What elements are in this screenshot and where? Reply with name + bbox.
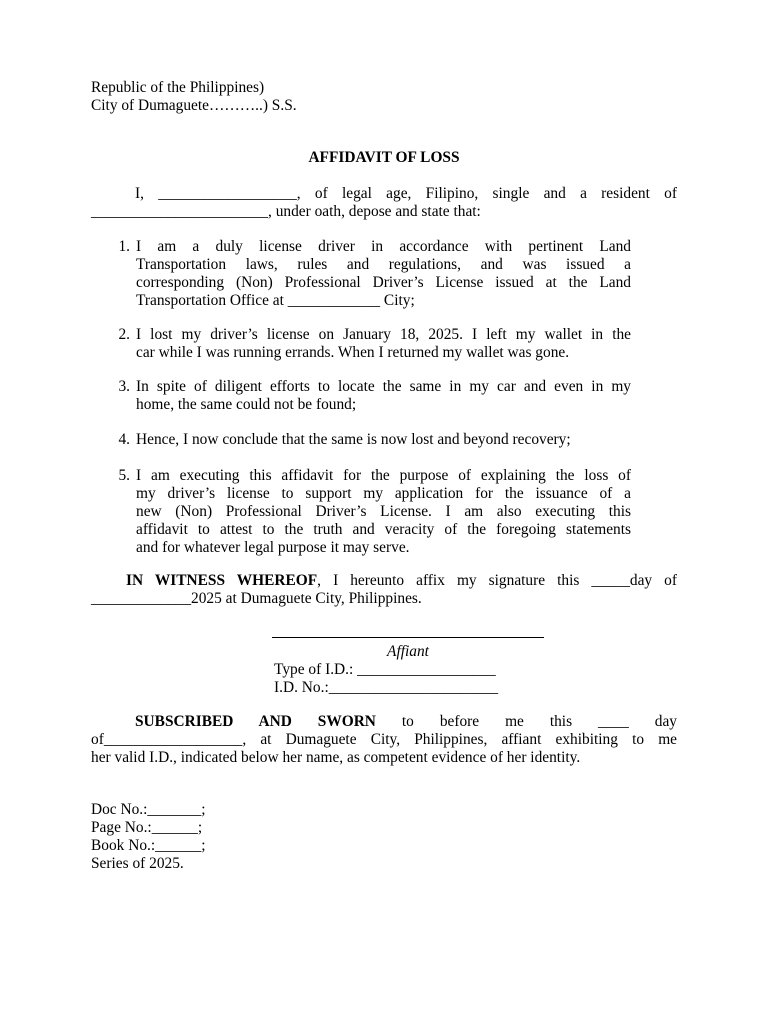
witness-line-1 [91,572,677,590]
item-number: 3. [118,378,130,395]
intro-paragraph [91,185,677,221]
item-line: Transportation Office at ____________ City; [136,292,415,309]
jurat-paragraph [91,713,677,767]
item-line: affidavit to attest to the truth and veracity of the foregoing statements [136,521,631,538]
item-line: car while I was running errands. When I returned my wallet was gone. [136,344,570,361]
series-year: Series of 2025. [91,855,184,872]
item-number: 4. [118,431,130,448]
witness-bold-lead: IN WITNESS WHEREOF [126,572,318,589]
doc-number: Doc No.:_______; [91,801,206,818]
affiant-label: Affiant [387,643,429,660]
item-1 [136,238,631,310]
page-number: Page No.:______; [91,819,203,836]
jurat-line-1-rest: to before me this ____ day [401,713,677,730]
item-2 [136,326,631,362]
item-line: new (Non) Professional Driver’s License. I am also executing this [136,503,631,520]
document-title: AFFIDAVIT OF LOSS [308,149,460,166]
item-3 [136,378,631,414]
item-line: my driver’s license to support my application for the issuance of a [136,485,631,502]
item-number: 2. [118,326,130,343]
item-line: corresponding (Non) Professional Driver’s License issued at the Land [136,274,631,291]
item-line: I am executing this affidavit for the purpose of explaining the loss of [136,467,631,484]
witness-paragraph [91,572,677,608]
item-number: 5. [118,467,130,484]
item-line: I lost my driver’s license on January 18, 2025. I left my wallet in the [136,326,631,343]
jurat-line-2: of__________________, at Dumaguete City, Philippines, affiant exhibiting to me [91,731,677,748]
intro-line-2: _______________________, under oath, depose and state that: [91,203,481,220]
item-line: home, the same could not be found; [136,396,357,413]
jurat-bold-lead: SUBSCRIBED AND SWORN [135,713,376,730]
id-number-field: I.D. No.:______________________ [274,679,499,696]
item-line: I am a duly license driver in accordance with pertinent Land [136,238,631,255]
jurat-line-3: her valid I.D., indicated below her name, as competent evidence of her identity. [91,749,581,766]
item-line: and for whatever legal purpose it may serve. [136,539,410,556]
witness-line-1-rest: , I hereunto affix my signature this _____day of [317,572,677,589]
item-line: In spite of diligent efforts to locate the same in my car and even in my [136,378,631,395]
intro-line-1: I, __________________, of legal age, Filipino, single and a resident of [135,185,677,202]
id-type-field: Type of I.D.: __________________ [274,661,496,678]
witness-line-2: _____________2025 at Dumaguete City, Philippines. [91,590,422,607]
book-number: Book No.:______; [91,837,206,854]
item-5 [136,467,631,557]
item-line: Hence, I now conclude that the same is now lost and beyond recovery; [136,431,571,448]
signature-line [272,637,544,638]
item-line: Transportation laws, rules and regulations, and was issued a [136,256,631,273]
venue-republic: Republic of the Philippines) [91,79,265,96]
venue-city: City of Dumaguete………..) S.S. [91,97,297,114]
jurat-line-1 [91,713,677,731]
item-4 [136,431,631,449]
item-number: 1. [118,238,130,255]
